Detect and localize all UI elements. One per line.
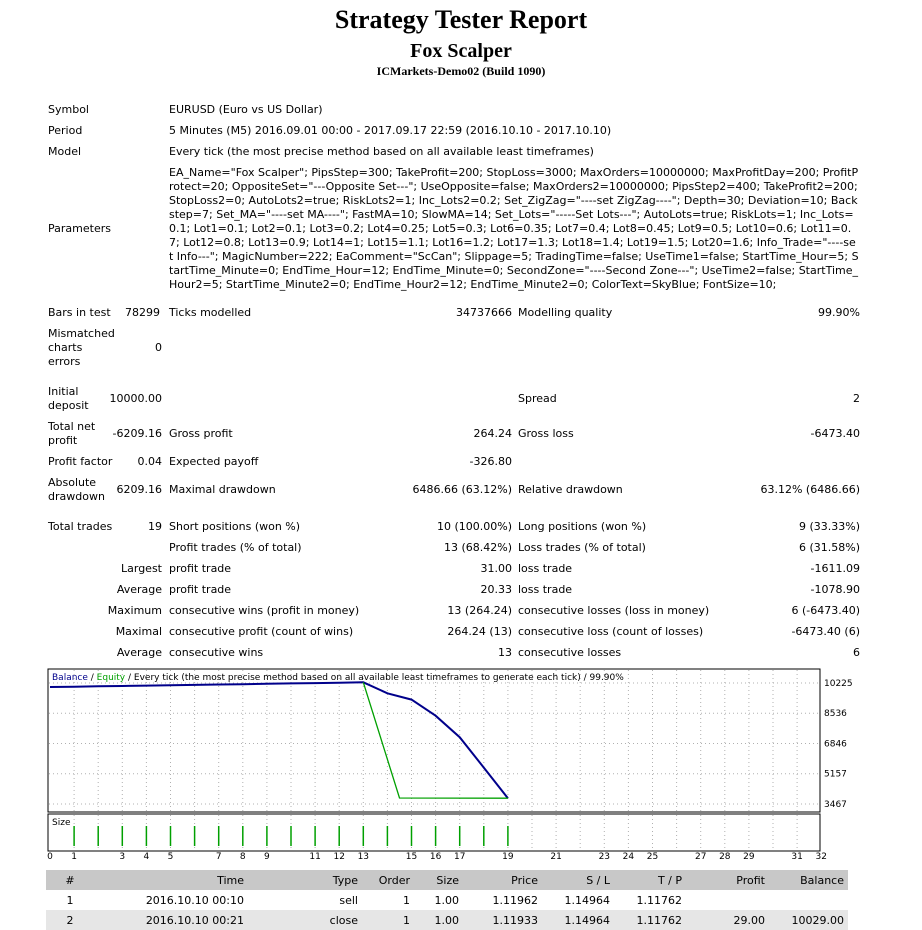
main-chart-frame bbox=[48, 669, 820, 812]
mismatch-value: 0 bbox=[155, 341, 162, 354]
model-value: Every tick (the most precise method based on all available least timeframes) bbox=[169, 145, 594, 158]
net-profit-label-2: profit bbox=[48, 434, 78, 447]
abs-drawdown-label-2: drawdown bbox=[48, 490, 105, 503]
average-loss-trade-value: -1078.90 bbox=[810, 583, 860, 596]
x-tick-label: 13 bbox=[357, 852, 370, 862]
loss-trades-label: Loss trades (% of total) bbox=[518, 541, 646, 554]
x-tick-label: 24 bbox=[622, 852, 635, 862]
chart-legend bbox=[52, 673, 624, 683]
cell-price: 1.11933 bbox=[463, 910, 542, 930]
gross-loss-label: Gross loss bbox=[518, 427, 574, 440]
x-tick-label: 1 bbox=[71, 852, 77, 862]
table-row bbox=[46, 910, 848, 930]
max-consecutive-losses-value: 6 (-6473.40) bbox=[791, 604, 860, 617]
cell-time: 2016.10.10 00:10 bbox=[145, 893, 244, 907]
bars-value: 78299 bbox=[125, 306, 160, 319]
cell-number: 1 bbox=[66, 893, 74, 907]
average-consecutive-wins-label: consecutive wins bbox=[169, 646, 264, 659]
balance-equity-chart bbox=[48, 669, 874, 864]
trades-header-row bbox=[46, 870, 848, 890]
x-tick-label: 17 bbox=[453, 852, 466, 862]
loss-trades-value: 6 (31.58%) bbox=[798, 541, 860, 554]
maximum-label: Maximum bbox=[107, 604, 162, 617]
cell-size: 1.00 bbox=[434, 893, 459, 907]
col-number: # bbox=[46, 870, 94, 890]
total-trades-value: 19 bbox=[148, 520, 162, 533]
col-balance: Balance bbox=[769, 870, 848, 890]
profit-factor-label: Profit factor bbox=[48, 455, 113, 468]
cell-time: 2016.10.10 00:21 bbox=[94, 910, 248, 930]
max-consecutive-losses-label: consecutive losses (loss in money) bbox=[518, 604, 710, 617]
max-drawdown-label: Maximal drawdown bbox=[169, 483, 276, 496]
maximal-label: Maximal bbox=[115, 625, 162, 638]
x-tick-label: 7 bbox=[215, 852, 222, 862]
average-loss-trade-label: loss trade bbox=[518, 583, 573, 596]
cell-order: 1 bbox=[362, 910, 414, 930]
cell-price: 1.11962 bbox=[492, 893, 538, 907]
net-profit-value: -6209.16 bbox=[112, 427, 162, 440]
long-positions-label: Long positions (won %) bbox=[518, 520, 647, 533]
x-tick-label: 5 bbox=[167, 852, 174, 862]
period-value: 5 Minutes (M5) 2016.09.01 00:00 - 2017.09.17 22:59 (2016.10.10 - 2017.10.10) bbox=[169, 124, 612, 137]
cell-type: close bbox=[248, 910, 362, 930]
size-label: Size bbox=[52, 818, 71, 828]
y-tick-label: 6846 bbox=[824, 739, 847, 750]
cell-profit bbox=[686, 890, 769, 910]
cell-balance bbox=[769, 890, 848, 910]
col-price: Price bbox=[463, 870, 542, 890]
report-title: Strategy Tester Report bbox=[334, 5, 588, 34]
table-row bbox=[46, 890, 848, 910]
rel-drawdown-label: Relative drawdown bbox=[518, 483, 623, 496]
largest-profit-trade-value: 31.00 bbox=[480, 562, 512, 575]
mismatch-label-2: charts bbox=[48, 341, 83, 354]
gross-loss-value: -6473.40 bbox=[810, 427, 860, 440]
legend-separator: / bbox=[87, 673, 97, 683]
ticks-label: Ticks modelled bbox=[169, 306, 252, 319]
size-chart-frame bbox=[48, 814, 820, 851]
y-tick-label: 5157 bbox=[824, 769, 847, 780]
bars-label: Bars in test bbox=[48, 306, 111, 319]
x-tick-label: 29 bbox=[743, 852, 755, 862]
x-tick-label: 19 bbox=[502, 852, 514, 862]
cell-order: 1 bbox=[403, 893, 410, 907]
cell-profit: 29.00 bbox=[686, 910, 769, 930]
x-tick-label: 21 bbox=[550, 852, 562, 862]
period-label: Period bbox=[48, 124, 83, 137]
abs-drawdown-value: 6209.16 bbox=[116, 483, 162, 496]
net-profit-label-1: Total net bbox=[48, 420, 96, 433]
cell-size: 1.00 bbox=[414, 910, 463, 930]
x-tick-label: 8 bbox=[239, 852, 246, 862]
x-tick-label: 28 bbox=[719, 852, 731, 862]
col-time: Time bbox=[94, 870, 248, 890]
average-label: Average bbox=[116, 583, 162, 596]
average-consecutive-wins-value: 13 bbox=[498, 646, 512, 659]
largest-loss-trade-label: loss trade bbox=[518, 562, 573, 575]
deposit-value: 10000.00 bbox=[109, 392, 162, 405]
largest-label: Largest bbox=[121, 562, 162, 575]
profit-trades-label: Profit trades (% of total) bbox=[169, 541, 302, 554]
x-tick-label: 11 bbox=[309, 852, 321, 862]
col-sl: S / L bbox=[542, 870, 614, 890]
short-positions-value: 10 (100.00%) bbox=[436, 520, 512, 533]
model-label: Model bbox=[48, 145, 82, 158]
rel-drawdown-value: 63.12% (6486.66) bbox=[760, 483, 860, 496]
col-order: Order bbox=[362, 870, 414, 890]
x-tick-label: 16 bbox=[429, 852, 442, 862]
col-type: Type bbox=[248, 870, 362, 890]
maximal-consecutive-profit-value: 264.24 (13) bbox=[447, 625, 512, 638]
short-positions-label: Short positions (won %) bbox=[169, 520, 301, 533]
x-tick-label: 15 bbox=[405, 852, 418, 862]
cell-type: sell bbox=[339, 893, 358, 907]
average-profit-trade-label: profit trade bbox=[169, 583, 232, 596]
maximal-consecutive-profit-label: consecutive profit (count of wins) bbox=[169, 625, 354, 638]
average2-label: Average bbox=[116, 646, 162, 659]
max-drawdown-value: 6486.66 (63.12%) bbox=[412, 483, 512, 496]
modelling-quality-label: Modelling quality bbox=[518, 306, 613, 319]
cell-tp: 1.11762 bbox=[614, 910, 686, 930]
x-ticks bbox=[47, 852, 827, 862]
x-tick-label: 4 bbox=[143, 852, 150, 862]
y-ticks bbox=[824, 679, 853, 810]
abs-drawdown-label-1: Absolute bbox=[48, 476, 97, 489]
x-tick-label: 32 bbox=[815, 852, 827, 862]
mismatch-label-1: Mismatched bbox=[48, 327, 115, 340]
average-profit-trade-value: 20.33 bbox=[480, 583, 512, 596]
x-tick-label: 9 bbox=[264, 852, 270, 862]
average-consecutive-losses-label: consecutive losses bbox=[518, 646, 622, 659]
x-tick-label: 27 bbox=[694, 852, 707, 862]
y-tick-label: 3467 bbox=[824, 800, 847, 810]
x-tick-label: 0 bbox=[47, 852, 53, 862]
col-profit: Profit bbox=[686, 870, 769, 890]
trades-table bbox=[46, 870, 848, 930]
max-consecutive-wins-label: consecutive wins (profit in money) bbox=[169, 604, 360, 617]
y-tick-label: 8536 bbox=[824, 709, 847, 720]
server-info: ICMarkets-Demo02 (Build 1090) bbox=[376, 64, 546, 78]
ticks-value: 34737666 bbox=[456, 306, 512, 319]
maximal-consecutive-loss-label: consecutive loss (count of losses) bbox=[518, 625, 704, 638]
profit-trades-value: 13 (68.42%) bbox=[443, 541, 512, 554]
spread-value: 2 bbox=[853, 392, 860, 405]
expected-payoff-label: Expected payoff bbox=[169, 455, 259, 468]
spread-label: Spread bbox=[518, 392, 557, 405]
deposit-label-1: Initial bbox=[48, 385, 79, 398]
y-tick-label: 10225 bbox=[824, 679, 853, 689]
modelling-quality-value: 99.90% bbox=[818, 306, 860, 319]
deposit-label-2: deposit bbox=[48, 399, 89, 412]
maximal-consecutive-loss-value: -6473.40 (6) bbox=[791, 625, 860, 638]
legend-equity: Equity bbox=[96, 673, 126, 683]
total-trades-label: Total trades bbox=[48, 520, 113, 533]
mismatch-label-3: errors bbox=[48, 355, 81, 368]
legend-description: / Every tick (the most precise method based on all available least timeframes to generate each tick) / 99.90% bbox=[125, 673, 624, 683]
ea-name: Fox Scalper bbox=[410, 40, 512, 62]
cell-sl: 1.14964 bbox=[564, 893, 610, 907]
cell-tp: 1.11762 bbox=[636, 893, 682, 907]
largest-loss-trade-value: -1611.09 bbox=[810, 562, 860, 575]
max-consecutive-wins-value: 13 (264.24) bbox=[447, 604, 512, 617]
col-tp: T / P bbox=[614, 870, 686, 890]
gross-profit-label: Gross profit bbox=[169, 427, 233, 440]
cell-number: 2 bbox=[46, 910, 94, 930]
average-consecutive-losses-value: 6 bbox=[853, 646, 860, 659]
x-tick-label: 25 bbox=[646, 852, 659, 862]
largest-profit-trade-label: profit trade bbox=[169, 562, 232, 575]
parameters-value: EA_Name="Fox Scalper"; PipsStep=300; TakeProfit=200; StopLoss=3000; MaxOrders=10000000; MaxProfitDay=200; ProfitProtect=20; OppositeSet="---Opposite Set---"; UseOpposite=false; MaxOrders2=10000000; PipsStep2=400; TakeProfit2=200; StopLoss2=0; AutoLots2=true; RiskLots2=1; Inc_Lots2=0.2; Set_ZigZag="----set ZigZag----"; Depth=30; Deviation=10; Backstep=7; Set_MA="----set MA----"; FastMA=10; SlowMA=14; Set_Lots="-----Set Lots---"; AutoLots=true; RiskLots=1; Inc_Lots=0.1; Lot1=0.1; Lot2=0.1; Lot3=0.2; Lot4=0.25; Lot5=0.3; Lot6=0.35; Lot7=0.4; Lot8=0.45; Lot9=0.5; Lot10=0.6; Lot11=0.7; Lot12=0.8; Lot13=0.9; Lot14=1; Lot15=1.1; Lot16=1.2; Lot17=1.3; Lot18=1.4; Lot19=1.5; Lot20=1.6; Info_Trade="----set Info---"; MagicNumber=222; EaComment="ScCan"; Slippage=5; TradingTime=false; UseTime1=false; StartTime_Hour=5; StartTime_Minute=0; EndTime_Hour=12; EndTime_Minute=0; SecondZone="----Second Zone---"; UseTime2=false; StartTime_Hour2=5; StartTime_Minute2=0; EndTime_Hour2=12; EndTime_Minute2=0; ColorText=SkyBlue; FontSize=10; bbox=[169, 166, 859, 291]
x-tick-label: 12 bbox=[333, 852, 345, 862]
legend-balance: Balance bbox=[52, 673, 88, 683]
symbol-value: EURUSD (Euro vs US Dollar) bbox=[169, 103, 323, 116]
expected-payoff-value: -326.80 bbox=[469, 455, 512, 468]
cell-balance: 10029.00 bbox=[769, 910, 848, 930]
x-tick-label: 31 bbox=[791, 852, 803, 862]
symbol-label: Symbol bbox=[48, 103, 89, 116]
long-positions-value: 9 (33.33%) bbox=[798, 520, 860, 533]
x-tick-label: 3 bbox=[119, 852, 126, 862]
gross-profit-value: 264.24 bbox=[473, 427, 512, 440]
cell-sl: 1.14964 bbox=[542, 910, 614, 930]
x-tick-label: 23 bbox=[598, 852, 611, 862]
profit-factor-value: 0.04 bbox=[137, 455, 162, 468]
col-size: Size bbox=[414, 870, 463, 890]
parameters-label: Parameters bbox=[48, 222, 111, 235]
